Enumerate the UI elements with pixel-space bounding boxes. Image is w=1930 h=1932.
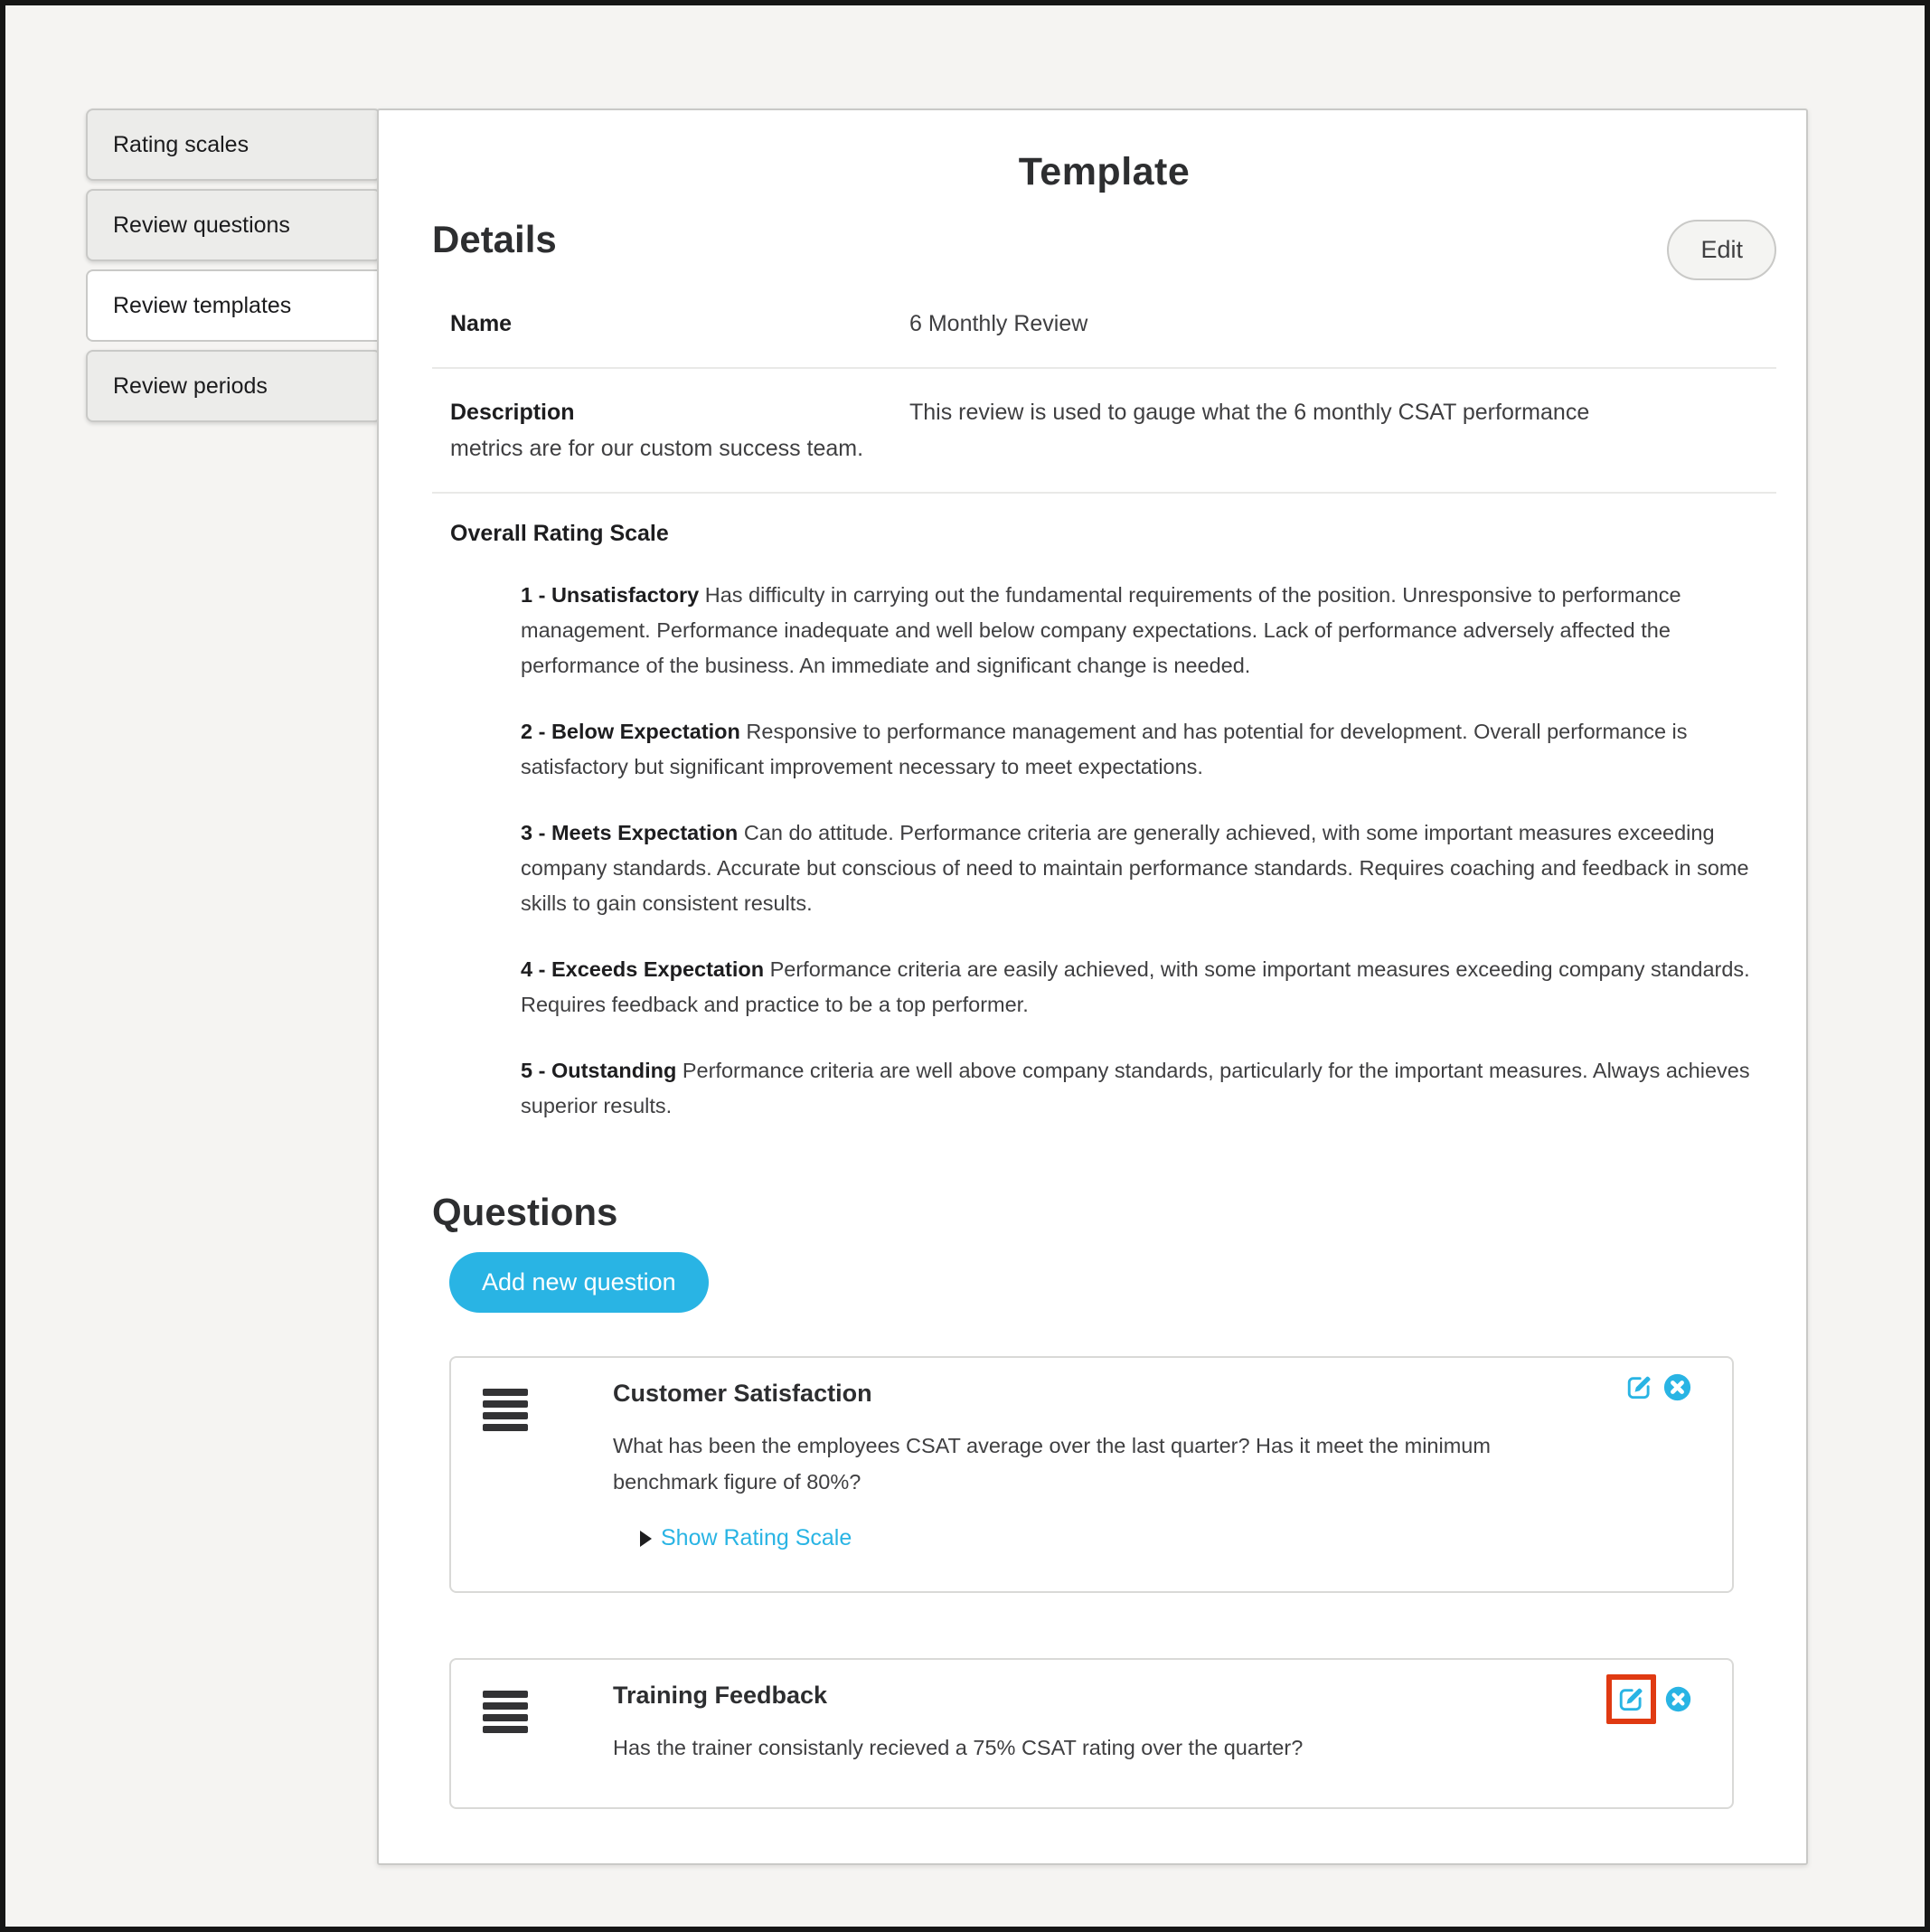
sidebar-item-review-periods[interactable]: [86, 350, 381, 422]
rating-level-5: 5 - Outstanding Performance criteria are well above company standards, particularly for the important measures. Always achieves superior results.: [521, 1059, 1750, 1117]
delete-circle-x-icon: [1662, 1372, 1692, 1402]
main-panel: [377, 108, 1808, 1865]
description-field-value: This review is used to gauge what the 6 monthly CSAT performance metrics are for our custom success team.: [450, 400, 1590, 461]
sidebar-item-label: Review periods: [113, 372, 268, 399]
question-card: [449, 1658, 1734, 1809]
question-title: Training Feedback: [613, 1682, 828, 1709]
page-title: Template: [1018, 150, 1191, 193]
description-field-label: Description: [450, 400, 575, 425]
details-section: [432, 218, 1776, 1124]
rating-level-4: 4 - Exceeds Expectation Performance criteria are easily achieved, with some important measures exceeding company standards. Requires feedback and practice to be a top performer.: [521, 957, 1750, 1016]
details-heading: Details: [432, 218, 557, 260]
question-text: What has been the employees CSAT average over the last quarter? Has it meet the minimum benchmark figure of 80%?: [613, 1434, 1491, 1494]
sidebar-item-review-questions[interactable]: [86, 189, 381, 261]
questions-heading: Questions: [432, 1191, 618, 1233]
edit-button[interactable]: Edit: [1667, 220, 1776, 280]
sidebar: [86, 108, 381, 422]
sidebar-item-label: Rating scales: [113, 131, 249, 157]
description-field-row: [432, 369, 1776, 494]
rating-level-1: 1 - Unsatisfactory Has difficulty in carrying out the fundamental requirements of the position. Unresponsive to performance management. Performance inadequate and well below company expectations. Lack of performance adversely affected the performance of the business. An immediate and significant change is needed.: [521, 583, 1681, 677]
name-field-value: 6 Monthly Review: [909, 311, 1088, 336]
edit-pencil-square-icon: [1616, 1684, 1646, 1714]
overall-rating-scale: [432, 494, 1776, 1124]
highlight-box: [1606, 1674, 1656, 1724]
drag-handle-icon[interactable]: [483, 1691, 528, 1733]
edit-question-button[interactable]: [1616, 1684, 1646, 1714]
question-title: Customer Satisfaction: [613, 1380, 872, 1407]
triangle-right-icon: [640, 1531, 652, 1547]
delete-question-button[interactable]: [1662, 1372, 1692, 1402]
drag-handle-icon[interactable]: [483, 1389, 528, 1431]
name-field-label: Name: [450, 311, 513, 336]
overall-rating-scale-label: Overall Rating Scale: [450, 521, 669, 546]
delete-question-button[interactable]: [1664, 1685, 1692, 1713]
delete-circle-x-icon: [1664, 1685, 1692, 1713]
sidebar-item-label: Review templates: [113, 292, 292, 318]
rating-level-3: 3 - Meets Expectation Can do attitude. Performance criteria are generally achieved, with some important measures exceeding company standards. Accurate but conscious of need to maintain performance standards. Requires coaching and feedback in some skills to gain consistent results.: [521, 821, 1749, 915]
question-text: Has the trainer consistanly recieved a 75% CSAT rating over the quarter?: [613, 1736, 1304, 1759]
questions-section: [432, 1191, 1776, 1809]
sidebar-item-label: Review questions: [113, 212, 290, 238]
name-field-row: [432, 280, 1776, 369]
question-card: [449, 1356, 1734, 1593]
sidebar-item-rating-scales[interactable]: [86, 108, 381, 181]
edit-pencil-square-icon: [1624, 1372, 1654, 1402]
add-new-question-button[interactable]: Add new question: [449, 1252, 709, 1313]
sidebar-item-review-templates[interactable]: [86, 269, 381, 342]
show-rating-scale-link[interactable]: Show Rating Scale: [640, 1525, 852, 1551]
rating-level-2: 2 - Below Expectation Responsive to performance management and has potential for development. Overall performance is satisfactory but significant improvement necessary to meet expectations.: [521, 720, 1688, 778]
edit-question-button[interactable]: [1624, 1372, 1654, 1402]
